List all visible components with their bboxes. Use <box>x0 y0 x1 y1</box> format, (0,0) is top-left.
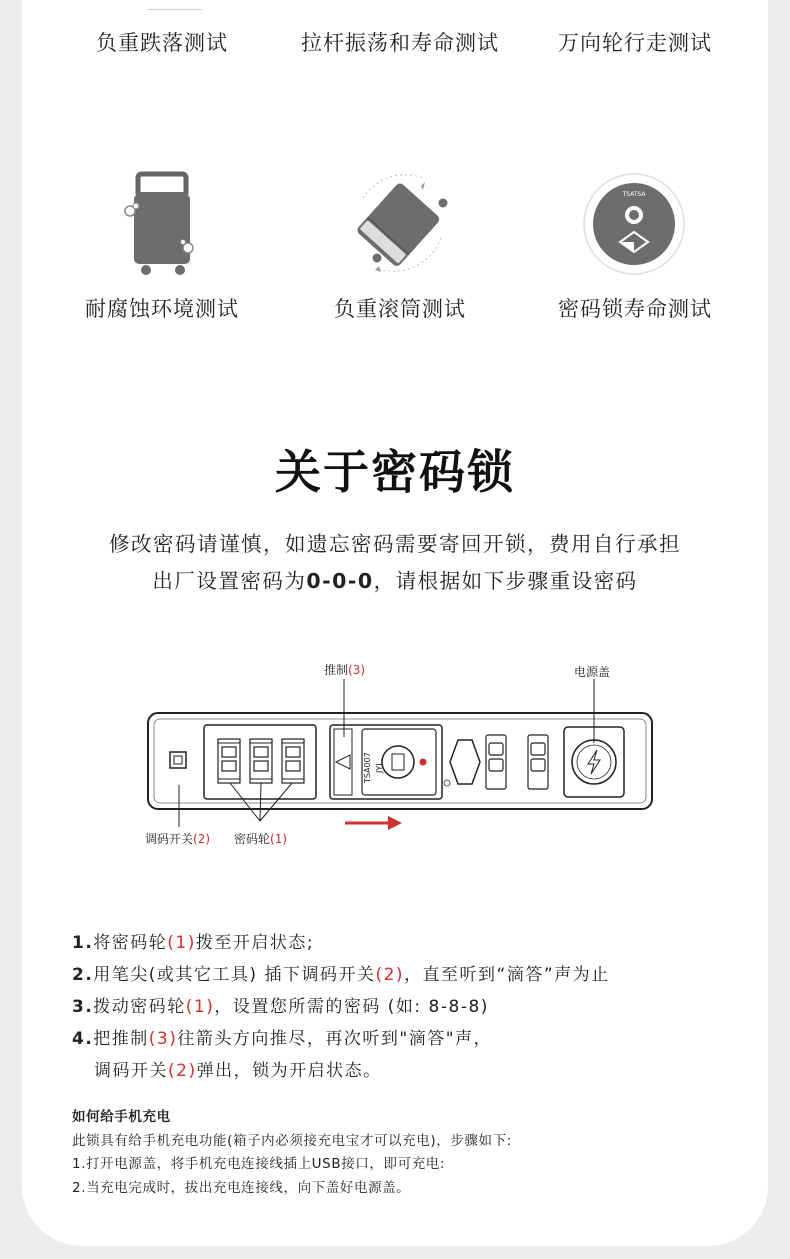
switch-label <box>145 830 210 847</box>
test-label-corrosion: 耐腐蚀环境测试 <box>85 297 239 321</box>
charging-step-1: 1.打开电源盖，将手机充电连接线插上USB接口，即可充电: <box>72 1156 446 1172</box>
intro-line-2 <box>0 564 790 594</box>
step-4 <box>72 1023 610 1055</box>
step-ref: (1) <box>185 997 215 1017</box>
drum-roll-icon <box>343 168 455 280</box>
step-ref: (2) <box>375 965 405 985</box>
charging-section <box>72 1106 512 1200</box>
test-label-handle: 拉杆振荡和寿命测试 <box>301 31 499 55</box>
power-cover-label: 电源盖 <box>574 665 611 679</box>
switch-label-num: (2) <box>193 832 211 846</box>
jyl-text: JYL <box>375 761 384 773</box>
step-4-continued <box>72 1055 610 1087</box>
factory-code: 0-0-0 <box>306 569 374 593</box>
intro-suffix: ，请根据如下步骤重设密码 <box>373 569 638 593</box>
step-text: 拨至开启状态; <box>195 933 315 953</box>
step-3 <box>72 991 610 1023</box>
test-label-drum: 负重滚筒测试 <box>334 297 466 321</box>
charging-desc: 此锁具有给手机充电功能(箱子内必须接充电宝才可以充电)，步骤如下: <box>72 1132 512 1149</box>
step-text: ，直至听到“滴答”声为止 <box>404 965 610 985</box>
step-text: 用笔尖(或其它工具) 插下调码开关 <box>93 965 376 985</box>
lock-life-icon <box>582 172 686 276</box>
divider <box>148 9 202 10</box>
lock-diagram <box>140 655 660 855</box>
step-number: 3. <box>72 997 94 1017</box>
lock-diagram-drawing <box>140 655 660 855</box>
charging-heading: 如何给手机充电 <box>72 1109 171 1125</box>
wheel-label <box>234 830 287 847</box>
push-label-num: (3) <box>348 663 366 677</box>
step-ref: (2) <box>168 1061 197 1081</box>
push-label <box>324 661 365 678</box>
section-title: 关于密码锁 <box>275 445 515 499</box>
step-ref: (1) <box>167 933 196 953</box>
step-number: 2. <box>72 965 94 985</box>
step-number: 4. <box>72 1029 94 1049</box>
step-text: 将密码轮 <box>93 933 168 953</box>
switch-label-text: 调码开关 <box>145 832 194 846</box>
step-2 <box>72 959 610 991</box>
test-label-lock: 密码锁寿命测试 <box>558 297 712 321</box>
step-text: ，设置您所需的密码 (如: 8-8-8) <box>214 997 489 1017</box>
step-text: 把推制 <box>93 1029 149 1049</box>
step-1 <box>72 927 610 959</box>
wheel-label-text: 密码轮 <box>234 832 271 846</box>
test-label-wheel: 万向轮行走测试 <box>558 31 712 55</box>
step-text: 调码开关 <box>94 1061 168 1081</box>
step-ref: (3) <box>148 1029 178 1049</box>
step-text: 拨动密码轮 <box>93 997 186 1017</box>
reset-steps <box>72 927 610 1087</box>
step-text: 弹出，锁为开启状态。 <box>196 1061 382 1081</box>
charging-step-2: 2.当充电完成时，拔出充电连接线，向下盖好电源盖。 <box>72 1179 411 1196</box>
push-label-text: 推制 <box>324 663 349 677</box>
wheel-label-num: (1) <box>270 832 288 846</box>
tsa-text: TSA007 <box>363 752 372 783</box>
step-number: 1. <box>72 933 94 953</box>
intro-prefix: 出厂设置密码为 <box>152 569 307 593</box>
suitcase-corrosion-icon <box>120 168 202 280</box>
lock-icon-text: TSATSA <box>622 191 646 198</box>
test-label-drop: 负重跌落测试 <box>96 31 228 55</box>
intro-line-1: 修改密码请谨慎，如遗忘密码需要寄回开锁，费用自行承担 <box>109 532 681 556</box>
step-text: 往箭头方向推尽，再次听到"滴答"声， <box>177 1029 493 1049</box>
